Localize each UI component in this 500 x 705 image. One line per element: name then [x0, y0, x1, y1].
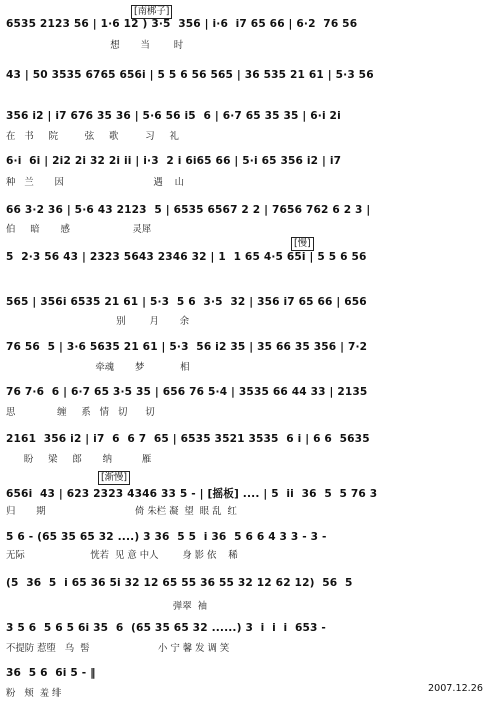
notation-line: (5 36 5 i 65 36 5i 32 12 65 55 36 55 32 12 62 12) 56 5	[6, 577, 353, 589]
notation-line: 43 | 50 3535 6765 656i | 5 5 6 56 565 | 36 535 21 61 | 5·3 56	[6, 69, 374, 81]
lyric-line: 弹翠 袖	[6, 601, 207, 612]
notation-line: 36 5 6 6i 5 - ‖	[6, 667, 96, 679]
notation-line: 66 3·2 36 | 5·6 43 2123 5 | 6535 6567 2 2 | 7656 762 6 2 3 |	[6, 204, 371, 216]
lyric-line: 思 缠 系 情 切 切	[6, 407, 155, 418]
notation-line: 6535 2123 56 | 1·6 12 ) 3·5 356 | i·6 i7 65 66 | 6·2 76 56	[6, 18, 358, 30]
lyric-line: 无际 恍若 见 意 中人 身 影 依 稀	[6, 550, 238, 561]
lyric-line: 伯 暗 感 灵犀	[6, 224, 152, 235]
lyric-line: 别 月 余	[6, 316, 190, 327]
tempo-mark-nanbangzi: [南梆子]	[131, 5, 172, 19]
notation-line: 6·i 6i | 2i2 2i 32 2i ii | i·3 2 i 6i65 66 | 5·i 65 356 i2 | i7	[6, 155, 342, 167]
notation-line: 5 6 - (65 35 65 32 ....) 3 36 5 5 i 36 5 6 6 4 3 3 - 3 -	[6, 531, 327, 543]
tempo-mark-man: [慢]	[291, 237, 314, 251]
lyric-line: 想 当 时	[6, 40, 184, 51]
lyric-line: 在 书 院 弦 歌 习 礼	[6, 131, 179, 142]
lyric-line: 归 期 倚 朱栏 凝 望 眼 乱 红	[6, 506, 237, 517]
tempo-mark-jianman: [渐慢]	[98, 471, 130, 485]
notation-line: 565 | 356i 6535 21 61 | 5·3 5 6 3·5 32 | 356 i7 65 66 | 656	[6, 296, 367, 308]
lyric-line: 种 兰 因 遇 山	[6, 177, 184, 188]
notation-line: 76 7·6 6 | 6·7 65 3·5 35 | 656 76 5·4 | 3535 66 44 33 | 2135	[6, 386, 368, 398]
notation-line: 5 2·3 56 43 | 2323 5643 2346 32 | 1 1 65 4·5 65i | 5 5 6 56	[6, 251, 367, 263]
notation-line: 656i 43 | 623 2323 4346 33 5 - | [摇板] .... | 5 ii 36 5 5 76 3	[6, 488, 378, 500]
lyric-line: 粉 颊 羞 绯	[6, 688, 62, 699]
notation-line: 356 i2 | i7 676 35 36 | 5·6 56 i5 6 | 6·7 65 35 35 | 6·i 2i	[6, 110, 341, 122]
notation-line: 3 5 6 5 6 5 6i 35 6 (65 35 65 32 ......) 3 i i i 653 -	[6, 622, 326, 634]
lyric-line: 不提防 惹堕 乌 髻 小 宁 馨 发 调 笑	[6, 643, 230, 654]
lyric-line: 牵魂 梦 相	[6, 362, 190, 373]
lyric-line: 盼 梁 郎 纳 雁	[6, 454, 152, 465]
notation-line: 76 56 5 | 3·6 5635 21 61 | 5·3 56 i2 35 | 35 66 35 356 | 7·2	[6, 341, 368, 353]
notation-line: 2161 356 i2 | i7 6 6 7 65 | 6535 3521 3535 6 i | 6 6 5635	[6, 433, 370, 445]
date-stamp: 2007.12.26	[428, 683, 483, 694]
